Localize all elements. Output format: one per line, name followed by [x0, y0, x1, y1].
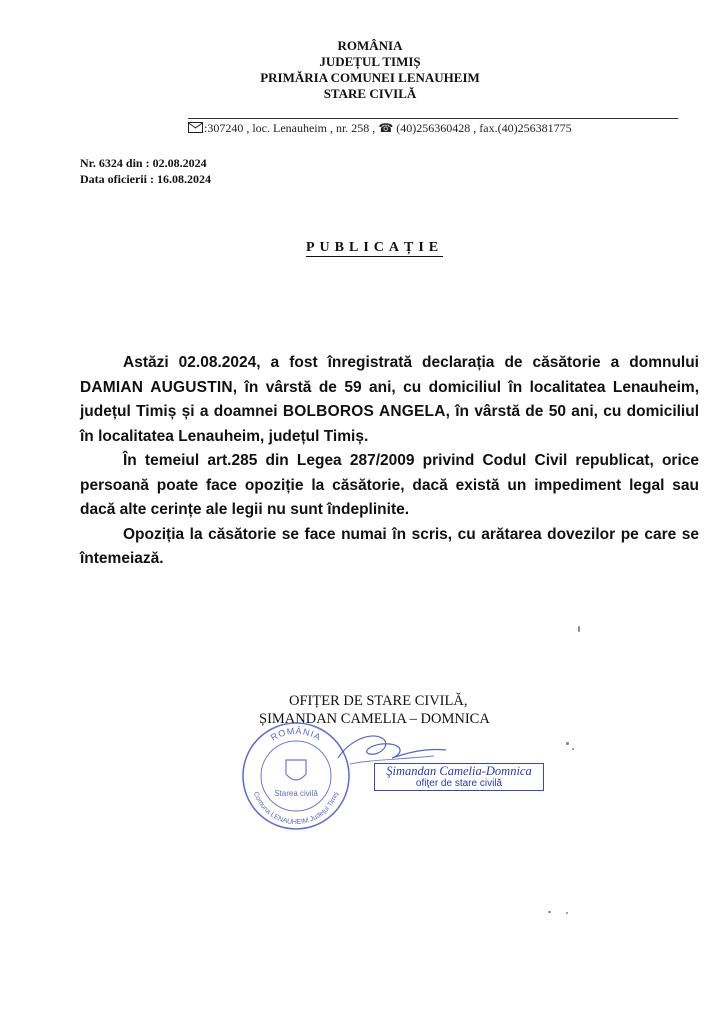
contact-line	[188, 121, 688, 136]
paragraph-text: , în vârstă de 50 ani, cu domiciliul în localitatea Lenauheim, județul Timiș.	[80, 403, 700, 445]
phone-icon: ☎	[378, 121, 394, 135]
stamp-name: Şimandan Camelia-Domnica	[386, 764, 532, 778]
ceremony-date-value: 16.08.2024	[153, 172, 211, 186]
postal-address: :307240 , loc. Lenauheim , nr. 258 ,	[204, 121, 379, 135]
header-divider	[188, 118, 678, 119]
scan-speck	[572, 748, 574, 750]
document-title: PUBLICAȚIE	[306, 240, 444, 255]
paragraph-declaration	[80, 351, 699, 449]
scan-speck	[566, 742, 569, 745]
header-department: STARE CIVILĂ	[323, 86, 417, 101]
document-header	[250, 38, 490, 102]
registration-number-row	[80, 155, 211, 171]
officer-stamp	[374, 763, 544, 791]
seal-bottom-text: Comuna LENAUHEIM Judeţul Timiş	[251, 790, 341, 827]
coat-of-arms-icon	[286, 760, 306, 780]
officer-role: OFIȚER DE STARE CIVILĂ,	[289, 693, 468, 709]
seal-top-text: ROMÂNIA	[268, 725, 324, 743]
scan-speck	[566, 912, 568, 914]
registration-number-date: 02.08.2024	[149, 156, 207, 170]
paragraph-text: , în vârstă de 59 ani, cu domiciliul în localitatea Lenauheim, județul Timiș și a doamnei	[80, 378, 699, 420]
bride-name: BOLBOROS ANGELA	[282, 403, 446, 420]
header-county: JUDEȚUL TIMIȘ	[319, 54, 421, 69]
scan-speck	[548, 911, 551, 913]
officer-name: ȘIMANDAN CAMELIA – DOMNICA	[259, 711, 490, 727]
registration-number-label: Nr. 6324 din :	[80, 156, 150, 170]
paragraph-opposition: Opoziția la căsătorie se face numai în scris, cu arătarea dovezilor pe care se întemeiază.	[80, 525, 699, 567]
ceremony-date-label: Data oficierii :	[80, 172, 154, 186]
paragraph-legal-basis: În temeiul art.285 din Legea 287/2009 privind Codul Civil republicat, orice persoană poate face opoziție la căsătorie, dacă există un impediment legal sau dacă alte cerințe ale legii nu sunt îndeplinite.	[80, 452, 699, 518]
header-town-hall: PRIMĂRIA COMUNEI LENAUHEIM	[260, 70, 480, 85]
ceremony-date-row	[80, 171, 211, 187]
document-body	[80, 351, 699, 572]
seal-center-text: Starea civilă	[274, 789, 318, 798]
phone-fax: (40)256360428 , fax.(40)256381775	[393, 121, 572, 135]
stamp-role: ofiţer de stare civilă	[415, 778, 503, 789]
groom-name: DAMIAN AUGUSTIN	[80, 378, 233, 396]
svg-text:ROMÂNIA	[269, 726, 323, 743]
scan-speck	[578, 626, 580, 632]
envelope-icon	[188, 122, 203, 133]
paragraph-text: Astăzi 02.08.2024, a fost înregistrată declarația de căsătorie a domnului	[123, 354, 699, 371]
header-country: ROMÂNIA	[337, 38, 403, 53]
registration-meta	[80, 155, 211, 187]
